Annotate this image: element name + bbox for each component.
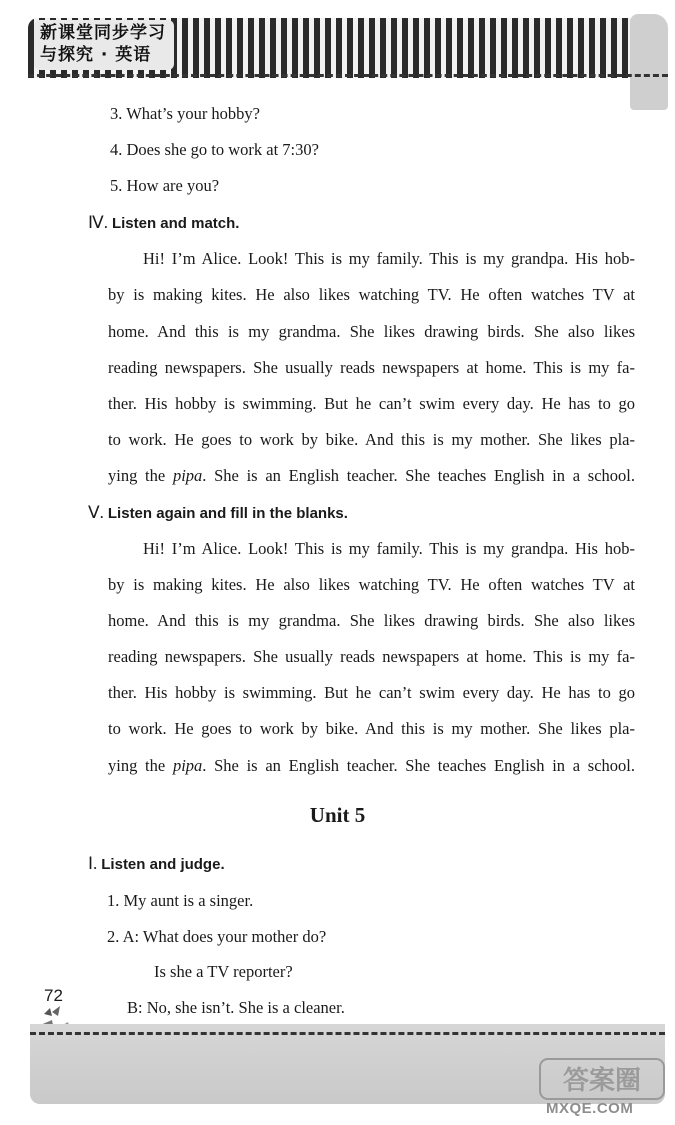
- book-title-line1: 新课堂同步学习: [40, 23, 166, 43]
- paragraph-line: by is making kites. He also likes watching TV. He often watches TV at: [108, 285, 635, 304]
- watermark-logo-text: 答案圈: [562, 1066, 642, 1096]
- italic-word: pipa: [172, 466, 203, 485]
- paragraph-line: home. And this is my grandma. She likes drawing birds. She also likes: [108, 611, 635, 630]
- section-title: Listen and judge.: [101, 856, 225, 873]
- section-heading-5: [88, 503, 348, 523]
- book-title: [34, 20, 174, 70]
- paragraph-line: ther. His hobby is swimming. But he can’t swim every day. He has to go: [108, 683, 635, 702]
- section-numeral: Ⅰ.: [88, 854, 98, 873]
- paragraph-line-last: [108, 466, 635, 486]
- dialog-line: 2. A: What does your mother do?: [107, 927, 327, 946]
- paragraph-line: ther. His hobby is swimming. But he can’t swim every day. He has to go: [108, 394, 635, 413]
- section-numeral: Ⅳ.: [88, 213, 108, 232]
- section-heading-4: [88, 213, 239, 233]
- section-title: Listen again and fill in the blanks.: [107, 505, 348, 522]
- list-item: 5. How are you?: [110, 176, 220, 195]
- section-heading-1: [88, 854, 225, 874]
- section-title: Listen and match.: [111, 215, 240, 232]
- dialog-line: Is she a TV reporter?: [154, 962, 293, 981]
- list-item: 1. My aunt is a singer.: [107, 891, 254, 910]
- paragraph-line: to work. He goes to work by bike. And this is my mother. She likes pla-: [108, 719, 635, 738]
- text-span: ying the: [108, 466, 173, 485]
- paragraph-line: reading newspapers. She usually reads newspapers at home. This is my fa-: [108, 358, 635, 377]
- section-numeral: Ⅴ.: [88, 503, 104, 522]
- paragraph-line-last: [108, 756, 635, 776]
- paragraph-line: reading newspapers. She usually reads newspapers at home. This is my fa-: [108, 647, 635, 666]
- paragraph-line: to work. He goes to work by bike. And this is my mother. She likes pla-: [108, 430, 635, 449]
- dialog-line: B: No, she isn’t. She is a cleaner.: [127, 998, 345, 1017]
- header-dashed-rule: [28, 74, 668, 97]
- book-title-line2: 与探究 · 英语: [40, 45, 152, 65]
- paragraph-line: home. And this is my grandma. She likes drawing birds. She also likes: [108, 322, 635, 341]
- italic-word: pipa: [172, 756, 203, 775]
- footer-dashed-rule: [30, 1032, 665, 1035]
- paragraph-line: Hi! I’m Alice. Look! This is my family. This is my grandpa. His hob-: [143, 249, 635, 268]
- page-header: [28, 14, 668, 94]
- text-span: . She is an English teacher. She teaches English in a school.: [202, 466, 635, 485]
- paragraph-line: by is making kites. He also likes watching TV. He often watches TV at: [108, 575, 635, 594]
- unit-title: Unit 5: [309, 803, 366, 827]
- page-number: 72: [44, 986, 63, 1005]
- text-span: ying the: [108, 756, 173, 775]
- paragraph-line: Hi! I’m Alice. Look! This is my family. This is my grandpa. His hob-: [143, 539, 635, 558]
- list-item: 4. Does she go to work at 7:30?: [110, 140, 319, 159]
- list-item: 3. What’s your hobby?: [110, 104, 261, 123]
- text-span: . She is an English teacher. She teaches English in a school.: [202, 756, 635, 775]
- watermark-url: MXQE.COM: [546, 1100, 634, 1117]
